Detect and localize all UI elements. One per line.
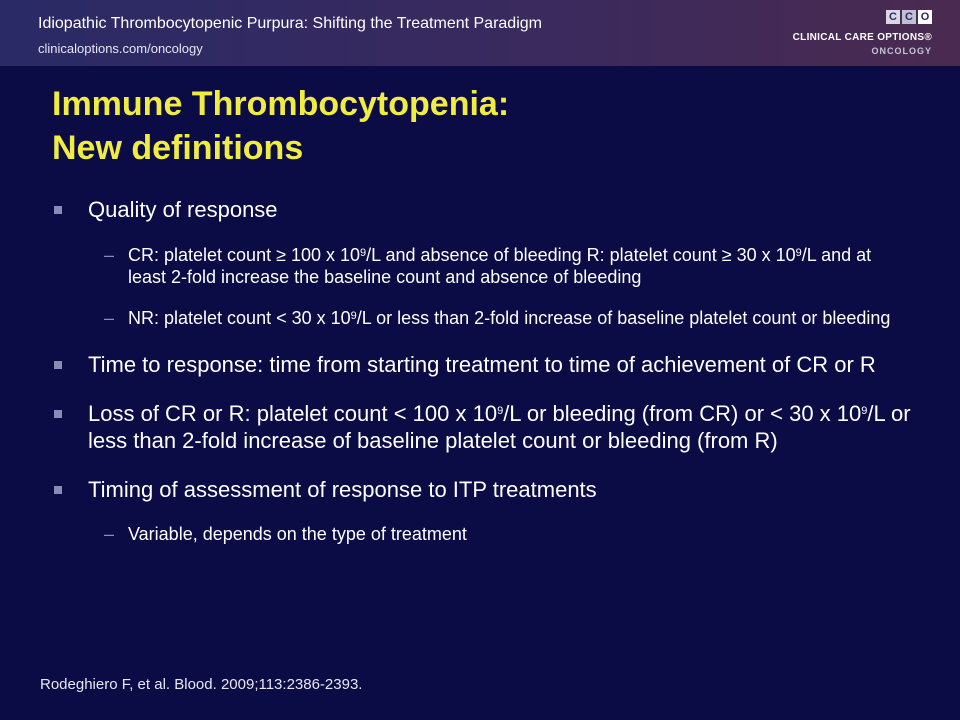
sub-bullet-variable	[52, 523, 932, 545]
dash-icon: –	[104, 524, 115, 544]
cco-logo	[782, 10, 932, 60]
logo-subtitle: ONCOLOGY	[871, 46, 932, 56]
bullet-time-to-response	[52, 351, 932, 378]
sub-bullet-text: Variable, depends on the type of treatment	[128, 524, 467, 544]
logo-name: CLINICAL CARE OPTIONS®	[792, 32, 932, 43]
superscript: 9	[350, 310, 357, 322]
citation: Rodeghiero F, et al. Blood. 2009;113:2386-2393.	[40, 676, 363, 693]
bullet-square-icon	[54, 486, 62, 494]
bullet-text: Time to response: time from starting treatment to time of achievement of CR or R	[88, 352, 876, 377]
bullet-text: Timing of assessment of response to ITP treatments	[88, 477, 597, 502]
superscript: 9	[861, 405, 868, 417]
bullet-text: Loss of CR or R: platelet count < 100 x 10	[88, 401, 498, 426]
bullet-text: /L or less than 2-fold increase of baseline platelet count or bleeding (from R)	[88, 401, 911, 453]
sub-bullet-cr	[52, 244, 932, 288]
dash-icon: –	[104, 308, 115, 328]
presentation-title: Idiopathic Thrombocytopenic Purpura: Shifting the Treatment Paradigm	[38, 15, 542, 32]
bullet-square-icon	[54, 206, 62, 214]
slide-content	[52, 196, 932, 545]
logo-letter: O	[918, 10, 932, 24]
sub-bullet-nr	[52, 307, 932, 329]
bullet-text: Quality of response	[88, 197, 278, 222]
bullet-quality-of-response	[52, 196, 932, 223]
bullet-square-icon	[54, 361, 62, 369]
bullet-square-icon	[54, 410, 62, 418]
source-url: clinicaloptions.com/oncology	[38, 41, 203, 56]
superscript: 9	[795, 247, 802, 259]
logo-letter: C	[886, 10, 900, 24]
slide-title	[52, 82, 509, 170]
logo-letter: C	[902, 10, 916, 24]
logo-letter-boxes	[886, 10, 932, 24]
sub-bullet-text: /L or less than 2-fold increase of baseline platelet count or bleeding	[356, 308, 891, 328]
sub-bullet-text: CR: platelet count ≥ 100 x 10	[128, 245, 361, 265]
bullet-loss-of-response	[52, 400, 932, 454]
dash-icon: –	[104, 245, 115, 265]
sub-bullet-text: NR: platelet count < 30 x 10	[128, 308, 351, 328]
header-bar	[0, 0, 960, 66]
bullet-text: /L or bleeding (from CR) or < 30 x 10	[503, 401, 862, 426]
superscript: 9	[497, 405, 504, 417]
sub-bullet-text: /L and absence of bleeding R: platelet count ≥ 30 x 10	[366, 245, 796, 265]
slide-title-line-2: New definitions	[52, 129, 304, 167]
slide-title-line-1: Immune Thrombocytopenia:	[52, 85, 510, 123]
superscript: 9	[360, 247, 367, 259]
bullet-timing-of-assessment	[52, 476, 932, 503]
sub-bullet-text: /L and at least 2-fold increase the baseline count and absence of bleeding	[128, 245, 872, 287]
